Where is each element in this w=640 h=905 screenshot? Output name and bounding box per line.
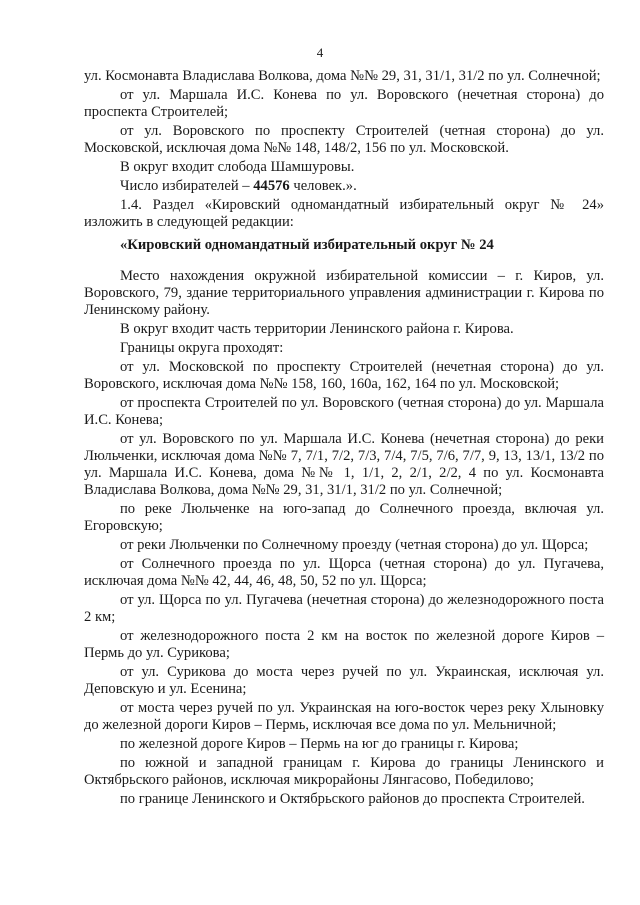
district-heading: «Кировский одномандатный избирательный округ № 24 bbox=[120, 237, 494, 253]
paragraph: от ул. Воровского по ул. Маршала И.С. Конева (нечетная сторона) до реки Люльченки, исключая дома №№ 7, 7/1, 7/2, 7/3, 7/4, 7/5, 7/6, 7/7, 9, 13, 13/1, 13/2 по ул. Маршала И.С. Конева, дома №№ 1, 1/1, 2, 2/1, 2/2, 4 по ул. Космонавта Владислава Волкова, дома №№ 29, 31, 31/1, 31/2 по ул. Солнечной; bbox=[84, 431, 604, 498]
paragraph: ул. Космонавта Владислава Волкова, дома №№ 29, 31, 31/1, 31/2 по ул. Солнечной; bbox=[84, 68, 601, 84]
paragraph: от ул. Щорса по ул. Пугачева (нечетная сторона) до железнодорожного поста 2 км; bbox=[84, 592, 604, 625]
voters-label: Число избирателей – bbox=[120, 178, 254, 194]
paragraphs-top bbox=[84, 68, 604, 176]
paragraph: от железнодорожного поста 2 км на восток по железной дороге Киров – Пермь до ул. Сурикова; bbox=[84, 628, 604, 661]
paragraph: от ул. Московской по проспекту Строителей (нечетная сторона) до ул. Воровского, исключая дома №№ 158, 160, 160а, 162, 164 по ул. Московской; bbox=[84, 359, 604, 392]
paragraph: В округ входит слобода Шамшуровы. bbox=[120, 159, 355, 175]
paragraph: от реки Люльченки по Солнечному проезду (четная сторона) до ул. Щорса; bbox=[120, 537, 589, 553]
paragraph: Место нахождения окружной избирательной комиссии – г. Киров, ул. Воровского, 79, здание территориального управления администрации г. Кирова по Ленинскому району. bbox=[84, 268, 604, 318]
paragraph: по границе Ленинского и Октябрьского районов до проспекта Строителей. bbox=[120, 791, 585, 807]
section-intro: 1.4. Раздел «Кировский одномандатный избирательный округ № 24» изложить в следующей редакции: bbox=[84, 197, 604, 230]
paragraph: по железной дороге Киров – Пермь на юг до границы г. Кирова; bbox=[120, 736, 519, 752]
page-number: 4 bbox=[316, 45, 324, 60]
voters-count-line bbox=[84, 178, 604, 195]
paragraph: от Солнечного проезда по ул. Щорса (четная сторона) до ул. Пугачева, исключая дома №№ 42, 44, 46, 48, 50, 52 по ул. Щорса; bbox=[84, 556, 604, 589]
paragraph: от ул. Сурикова до моста через ручей по ул. Украинская, исключая ул. Деповскую и ул. Есенина; bbox=[84, 664, 604, 697]
paragraph: В округ входит часть территории Ленинского района г. Кирова. bbox=[120, 321, 514, 337]
document-body bbox=[84, 68, 604, 810]
paragraph: от ул. Маршала И.С. Конева по ул. Воровского (нечетная сторона) до проспекта Строителей; bbox=[84, 87, 604, 120]
voters-count: 44576 bbox=[253, 178, 290, 194]
paragraph: от проспекта Строителей по ул. Воровского (четная сторона) до ул. Маршала И.С. Конева; bbox=[84, 395, 604, 428]
paragraph: от моста через ручей по ул. Украинская на юго-восток через реку Хлыновку до железной дороги Киров – Пермь, исключая все дома по ул. Мельничной; bbox=[84, 700, 604, 733]
voters-suffix: человек.». bbox=[289, 178, 357, 194]
paragraph: Границы округа проходят: bbox=[120, 340, 284, 356]
paragraph: по реке Люльченке на юго-запад до Солнечного проезда, включая ул. Егоровскую; bbox=[84, 501, 604, 534]
paragraph: от ул. Воровского по проспекту Строителей (четная сторона) до ул. Московской, исключая дома №№ 148, 148/2, 156 по ул. Московской. bbox=[84, 123, 604, 156]
paragraph: по южной и западной границам г. Кирова до границы Ленинского и Октябрьского районов, исключая микрорайоны Лянгасово, Победилово; bbox=[84, 755, 604, 788]
paragraphs-bottom bbox=[84, 268, 604, 808]
